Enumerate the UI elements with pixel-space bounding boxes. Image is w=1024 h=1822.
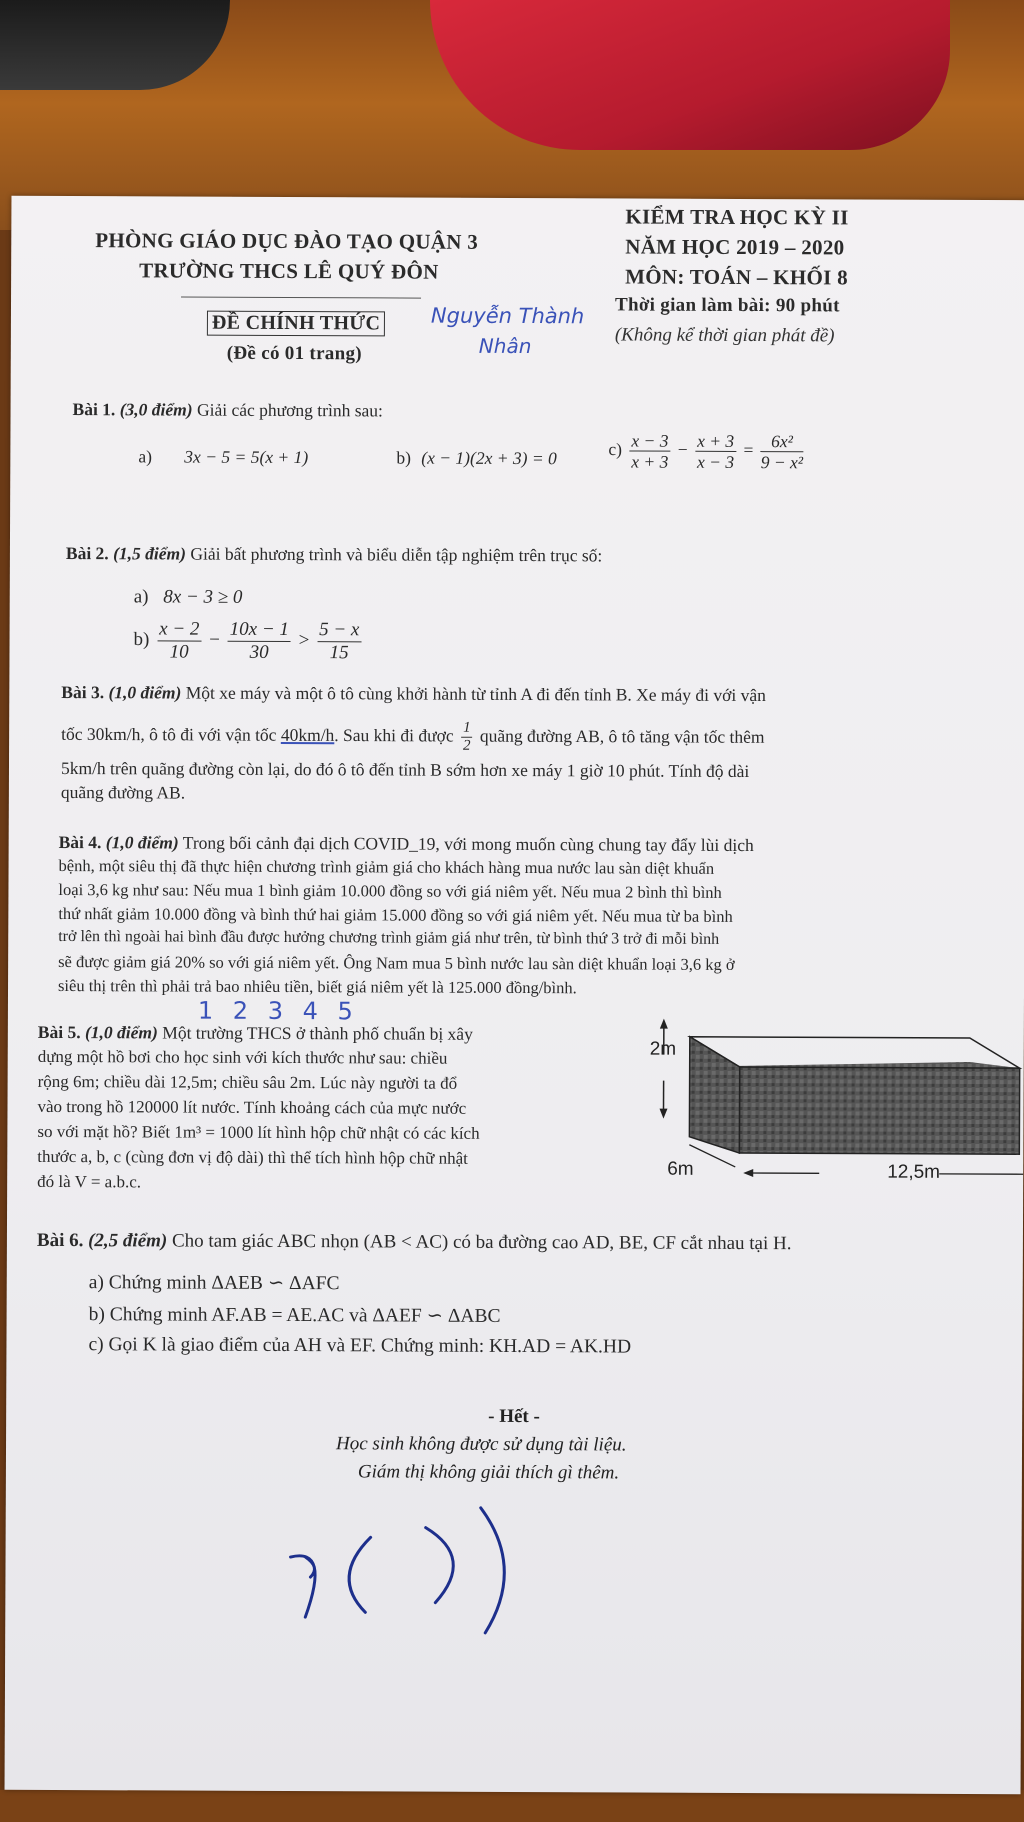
bai4-line2: bệnh, một siêu thị đã thực hiện chương trình giảm giá cho khách hàng mua nước lau sàn diệt khuẩn [58,856,715,878]
bai1-a-label: a) [138,446,152,467]
handwritten-name-line2: Nhân [478,333,532,359]
bai2-b-frac3-num: 5 − x [317,619,361,642]
bai1-a-equation: 3x − 5 = 5(x + 1) [184,446,309,468]
bai4-text-1: Trong bối cảnh đại dịch COVID_19, với mong muốn cùng chung tay đẩy lùi dịch [182,832,754,856]
bai2-b-frac3-den: 15 [329,642,349,664]
bai3-line1 [61,682,766,706]
pool-front-face [739,1067,1019,1154]
bai3-text-2b: . Sau khi đi được [334,724,454,746]
bai5-line7: đó là V = a.b.c. [37,1171,142,1192]
bai3-text-1: Một xe máy và một ô tô cùng khởi hành từ tỉnh A đi đến tỉnh B. Xe máy đi với vận [185,682,766,706]
bai5-line5: so với mặt hồ? Biết 1m³ = 1000 lít hình hộp chữ nhật có các kích [37,1121,480,1143]
bai3-line4: quãng đường AB. [60,782,186,803]
handwritten-name-line1: Nguyễn Thành [430,303,585,329]
bai1-label: Bài 1. [72,399,116,420]
bai6-text: Cho tam giác ABC nhọn (AB < AC) có ba đường cao AD, BE, CF cắt nhau tại H. [171,1230,792,1255]
bai6-heading [37,1230,792,1255]
bai2-b-frac2-den: 30 [249,641,269,663]
bai2-heading [66,543,602,566]
bai1-c-frac2-den: x − 3 [696,451,735,473]
table-edge [0,1790,1024,1822]
bai4-line7: siêu thị trên thì phải trả bao nhiêu tiền, biết giá niêm yết là 125.000 đồng/bình. [57,976,577,998]
bai2-b-frac2-num: 10x − 1 [228,619,291,642]
bai1-c-minus: − [677,439,688,460]
page-count: (Đề có 01 trang) [226,342,362,365]
length-arrowhead [743,1169,753,1177]
bai2-text: Giải bất phương trình và biểu diễn tập nghiệm trên trục số: [190,543,603,566]
bai1-c-frac3-den: 9 − x² [760,452,804,473]
bai5-points: (1,0 điểm) [84,1022,158,1043]
doodle-paren-left [349,1537,371,1612]
bai5-line1 [38,1022,473,1045]
pool-length-label: 12,5m [887,1161,941,1183]
depth-arrowhead-up [660,1019,668,1029]
bai6-a: a) Chứng minh ΔAEB ∽ ΔAFC [88,1272,340,1295]
doodle-angle [425,1528,453,1603]
bai5-text-1: Một trường THCS ở thành phố chuẩn bị xây [162,1022,473,1044]
bai1-b-label: b) [396,447,411,468]
depth-arrowhead-down [659,1109,667,1119]
pool-side-face [689,1037,740,1153]
bai1-c-frac3-num: 6x² [761,431,803,452]
exam-time: Thời gian làm bài: 90 phút [614,294,840,317]
pool-diagram [639,1015,1024,1197]
bai5-line3: rộng 6m; chiều dài 12,5m; chiều sâu 2m. Lúc này người ta đổ [37,1071,458,1093]
time-note: (Không kể thời gian phát đề) [614,324,835,347]
exam-title: KIỂM TRA HỌC KỲ II [625,204,849,230]
bai1-c-label: c) [608,439,623,460]
bai1-points: (3,0 điểm) [119,399,193,420]
footer-note-1: Học sinh không được sử dụng tài liệu. [335,1433,627,1456]
bai4-line5: trở lên thì ngoài hai bình đầu được hưởng chương trình giảm giá như trên, từ bình thứ 3 trở đi mỗi bình [58,928,720,948]
bai5-line6: thước a, b, c (cùng đơn vị độ dài) thì thể tích hình hộp chữ nhật [37,1146,468,1168]
bai6-label: Bài 6. [36,1229,84,1252]
bai5-label: Bài 5. [37,1021,81,1043]
bai3-text-2a: tốc 30km/h, ô tô đi với vận tốc [61,723,277,745]
bai1-c [608,430,806,472]
subject: MÔN: TOÁN – KHỐI 8 [625,264,848,290]
bai3-frac-den: 2 [462,738,471,755]
bai2-b-frac1-den: 10 [169,641,189,663]
bai1-c-frac1-den: x + 3 [631,451,669,472]
bai2-b-label: b) [133,629,150,651]
bai4-points: (1,0 điểm) [105,832,179,853]
header-rule [181,297,421,299]
bai2-points: (1,5 điểm) [113,543,187,564]
pool-width-label: 6m [667,1158,694,1180]
bai2-label: Bài 2. [65,543,109,564]
bai4-label: Bài 4. [58,832,102,853]
bai4-line1 [59,832,754,856]
bai3-line2 [61,718,765,757]
bai6-b: b) Chứng minh AF.AB = AE.AC và ΔAEF ∽ ΔABC [88,1304,501,1327]
bai1-a [138,446,308,468]
bai1-c-frac2-num: x + 3 [695,431,736,452]
bai5-line2: dựng một hồ bơi cho học sinh với kích thước như sau: chiều [37,1046,448,1068]
bai5-line4: vào trong hồ 120000 lít nước. Tính khoảng cách của mực nước [37,1096,467,1118]
bai1-c-frac1-num: x − 3 [629,430,670,451]
bai3-points: (1,0 điểm) [108,682,182,703]
bai6-c: c) Gọi K là giao điểm của AH và EF. Chứng minh: KH.AD = AK.HD [88,1334,632,1358]
bai6-points: (2,5 điểm) [88,1230,168,1252]
bai1-c-equals: = [743,439,754,460]
bai3-underlined-speed: 40km/h [280,724,335,745]
bai3-frac-num: 1 [461,720,473,738]
pool-depth-label: 2m [649,1038,677,1060]
bai4-line4: thứ nhất giảm 10.000 đồng và bình thứ hai giảm 15.000 đồng so với giá niêm yết. Nếu mua từ ba bình [58,904,733,926]
school-name: TRƯỜNG THCS LÊ QUÝ ĐÔN [139,258,439,284]
exam-paper [5,196,1024,1794]
bai2-b [133,618,364,664]
end-mark: - Hết - [488,1405,540,1428]
bai1-text: Giải các phương trình sau: [196,399,383,421]
bai3-label: Bài 3. [61,682,105,703]
bai2-b-minus: − [209,629,220,651]
school-dept: PHÒNG GIÁO DỤC ĐÀO TẠO QUẬN 3 [95,228,479,254]
bai2-a-equation: 8x − 3 ≥ 0 [163,586,243,608]
handwritten-numbers: 1 2 3 4 5 [197,996,359,1026]
school-year: NĂM HỌC 2019 – 2020 [625,234,845,260]
bai2-b-frac1-num: x − 2 [157,618,201,641]
bai4-line6: sẽ được giảm giá 20% so với giá niêm yết. Ông Nam mua 5 bình nước lau sàn diệt khuẩn loại 3,6 kg ở [58,952,735,974]
bai1-heading [73,399,383,421]
bai2-a-label: a) [133,586,149,608]
bai3-line3: 5km/h trên quãng đường còn lại, do đó ô tô đến tỉnh B sớm hơn xe máy 1 giờ 10 phút. Tính độ dài [60,758,750,782]
doodle-stroke-left [290,1556,315,1617]
doodle-paren-right [480,1508,504,1633]
official-stamp: ĐỀ CHÍNH THỨC [207,311,385,337]
bai4-line3: loại 3,6 kg như sau: Nếu mua 1 bình giảm 10.000 đồng so với giá niêm yết. Nếu mua 2 bình thì bình [58,880,722,902]
bai1-b-equation: (x − 1)(2x + 3) = 0 [421,447,557,469]
footer-note-2: Giám thị không giải thích gì thêm. [357,1461,620,1484]
bai2-b-greater: > [298,629,310,651]
bai3-text-2c: quãng đường AB, ô tô tăng vận tốc thêm [479,725,765,747]
handwritten-doodle [275,1487,576,1638]
red-cloth [430,0,950,150]
bai1-b [396,447,557,469]
bai2-a [134,586,243,608]
